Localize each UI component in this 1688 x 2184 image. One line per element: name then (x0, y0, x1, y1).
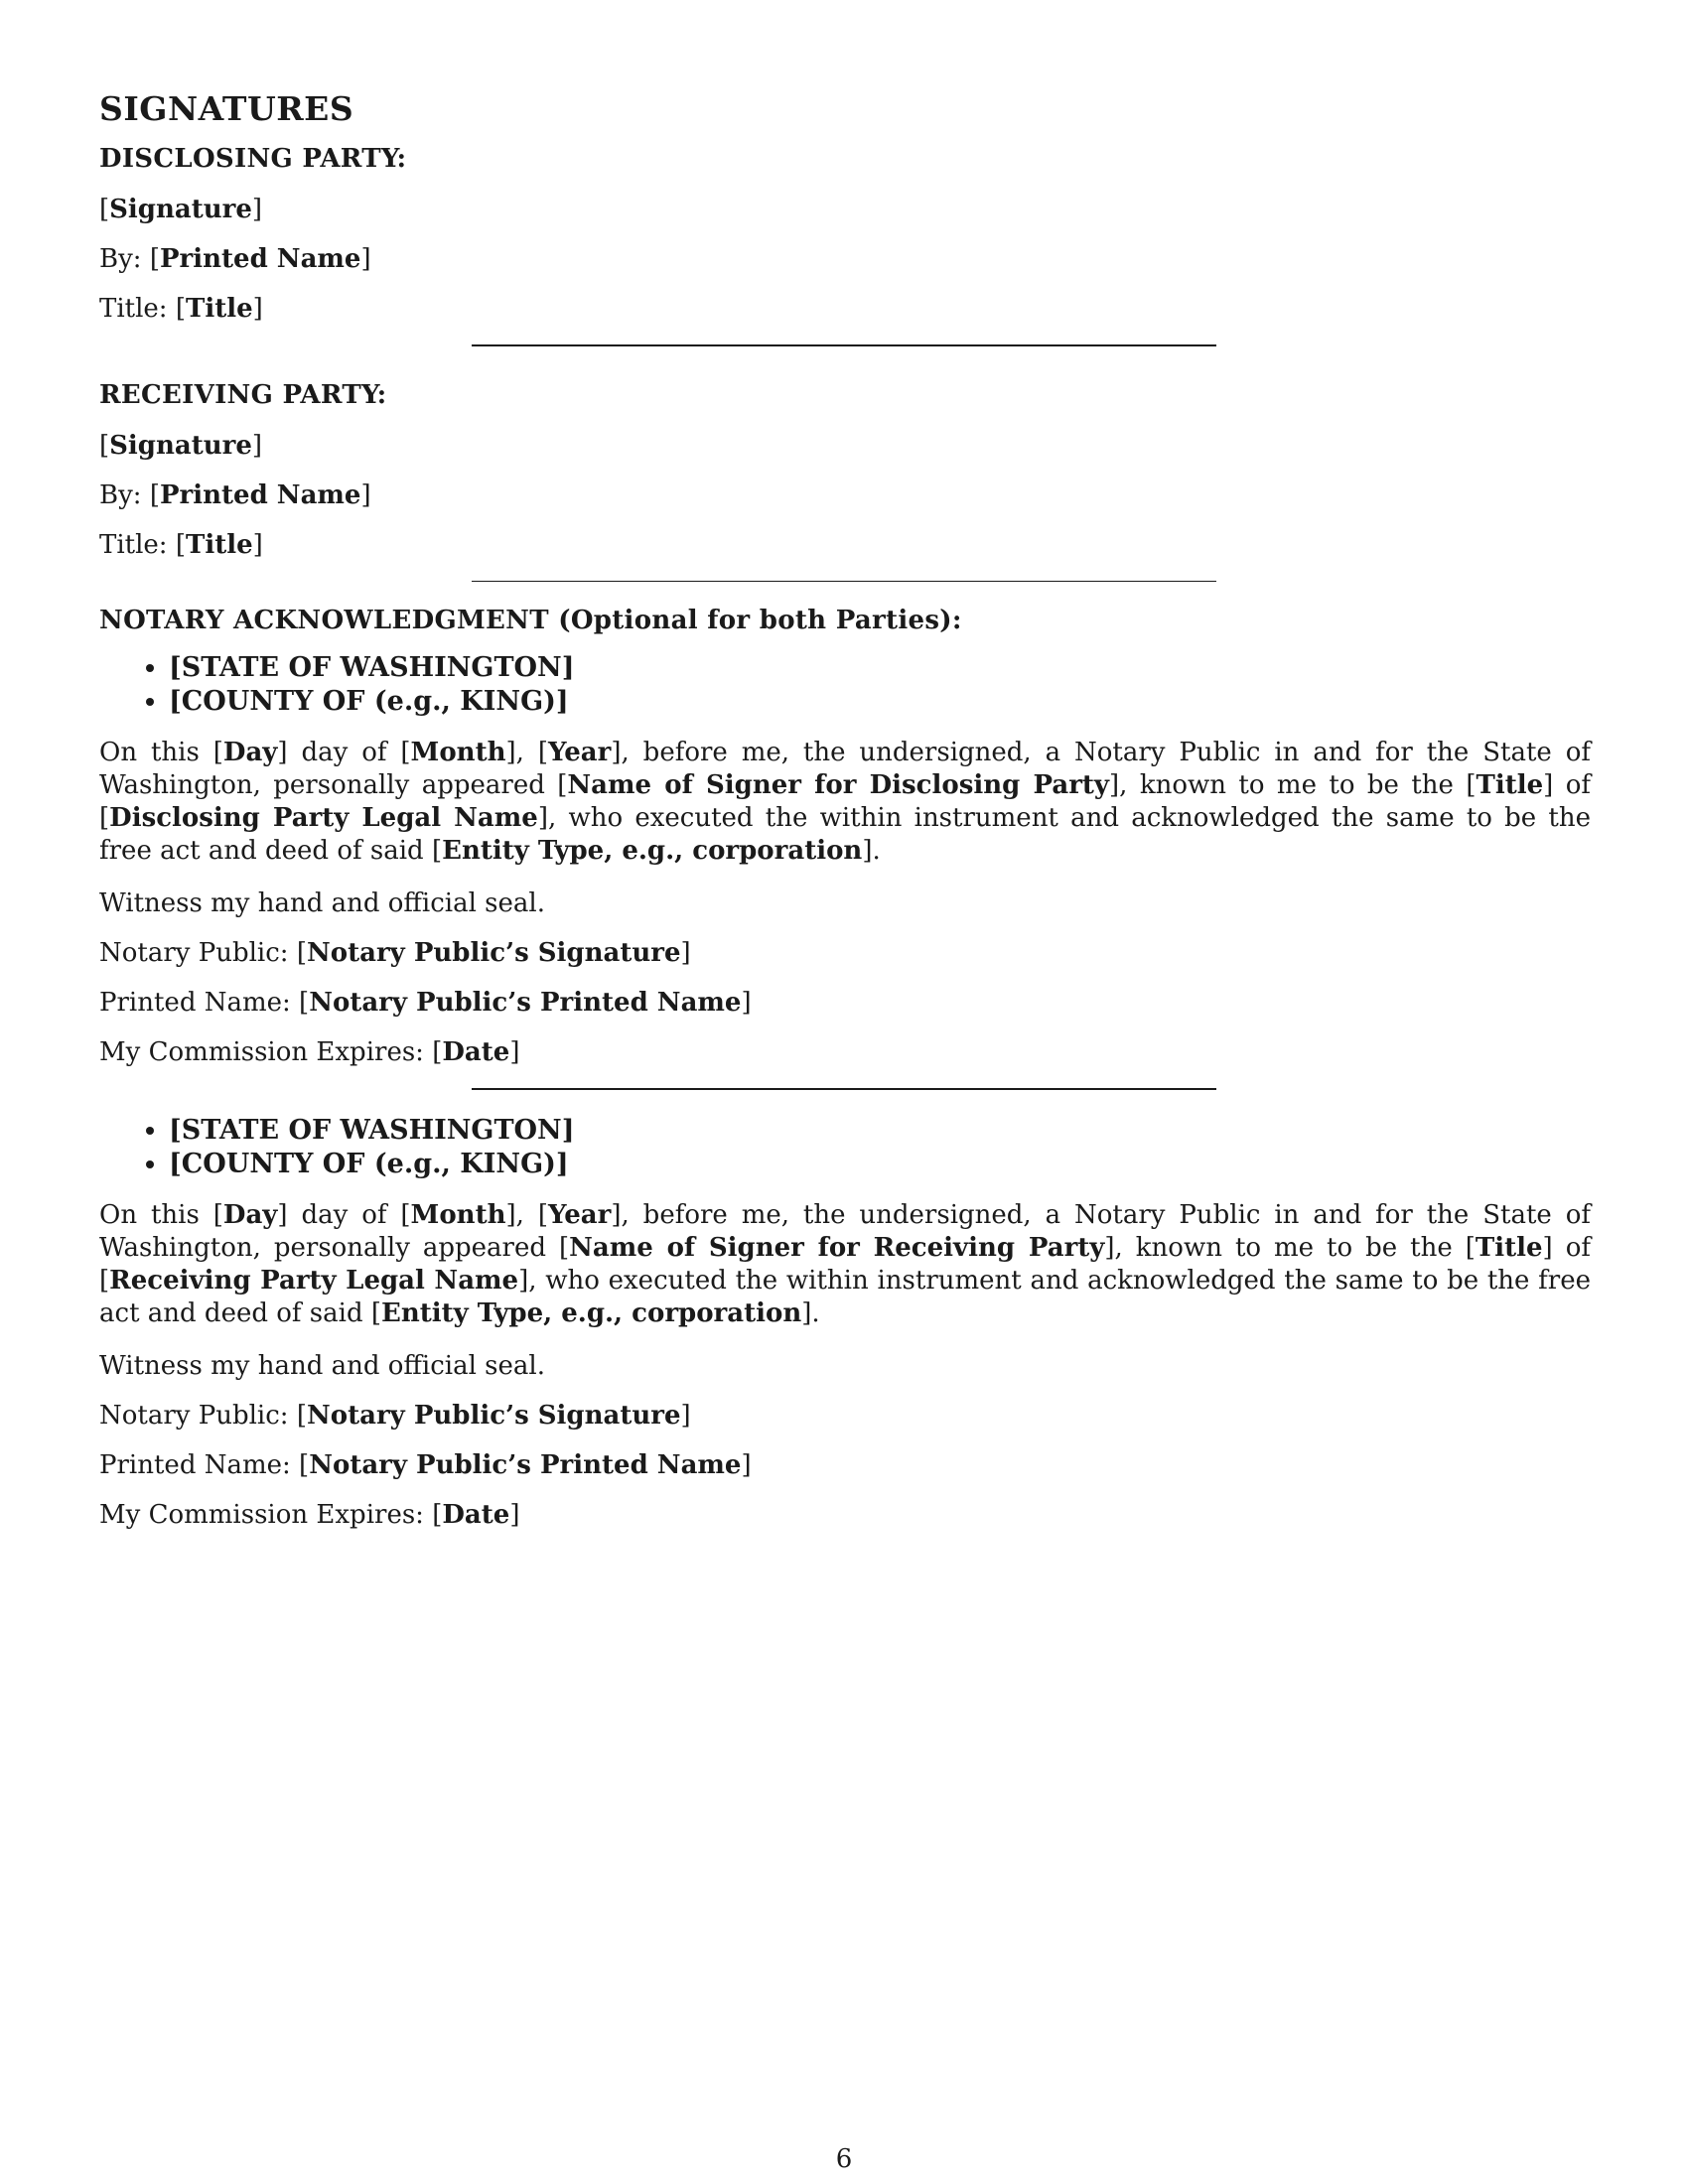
notary1-notary-public-line: Notary Public: [Notary Public’s Signature] (99, 938, 691, 968)
notary2-acknowledgment-paragraph: On this [Day] day of [Month], [Year], before me, the undersigned, a Notary Public in and for the State of Washington, personally appeared [Name of Signer for Receiving Party], known to me to be the [Title] of [Receiving Party Legal Name], who executed the within instrument and acknowledged the same to be the free act and deed of said [Entity Type, e.g., corporation]. (99, 1199, 1591, 1328)
notary2-notary-public-line: Notary Public: [Notary Public’s Signature] (99, 1400, 691, 1431)
disclosing-signature-placeholder: Signature (109, 195, 252, 224)
receiving-title-line: Title: [Title] (99, 529, 263, 560)
divider (472, 1088, 1216, 1090)
by-label: By: (99, 479, 142, 510)
receiving-party-heading: RECEIVING PARTY: (99, 379, 387, 410)
list-item: • [COUNTY OF (e.g., KING)] (169, 685, 1591, 719)
list-item: • [STATE OF WASHINGTON] (169, 1114, 1591, 1148)
title-label: Title: (99, 529, 168, 560)
notary1-acknowledgment-paragraph: On this [Day] day of [Month], [Year], before me, the undersigned, a Notary Public in and for the State of Washington, personally appeared [Name of Signer for Disclosing Party], known to me to be the [Title] of [Disclosing Party Legal Name], who executed the within instrument and acknowledged the same to be the free act and deed of said [Entity Type, e.g., corporation]. (99, 738, 1591, 866)
list-item: • [COUNTY OF (e.g., KING)] (169, 1148, 1591, 1181)
notary1-printed-name-line: Printed Name: [Notary Public’s Printed Name] (99, 988, 752, 1018)
receiving-by-line: By: [Printed Name] (99, 479, 371, 510)
divider (472, 344, 1216, 346)
receiving-title: Title (186, 529, 253, 560)
disclosing-signature-line: [Signature] (99, 195, 263, 224)
receiving-printed-name: Printed Name (159, 479, 361, 510)
notary-heading: NOTARY ACKNOWLEDGMENT (Optional for both Parties): (99, 606, 962, 635)
notary1-commission-line: My Commission Expires: [Date] (99, 1037, 520, 1067)
notary2-witness: Witness my hand and official seal. (99, 1350, 545, 1381)
list-item: • [STATE OF WASHINGTON] (169, 651, 1591, 685)
receiving-signature-placeholder: Signature (109, 430, 252, 461)
notary2-venue-list (99, 1114, 1591, 1181)
disclosing-title-line: Title: [Title] (99, 294, 263, 324)
notary1-witness: Witness my hand and official seal. (99, 888, 545, 918)
notary1-venue-list (99, 651, 1591, 719)
page-title: SIGNATURES (99, 89, 354, 128)
page-number: 6 (835, 2144, 853, 2174)
by-label: By: (99, 244, 142, 274)
divider (472, 581, 1216, 583)
disclosing-by-line: By: [Printed Name] (99, 244, 371, 274)
disclosing-printed-name: Printed Name (159, 244, 361, 274)
disclosing-party-heading: DISCLOSING PARTY: (99, 144, 407, 174)
document-page (99, 89, 1591, 1551)
title-label: Title: (99, 294, 168, 324)
notary2-printed-name-line: Printed Name: [Notary Public’s Printed Name] (99, 1449, 752, 1480)
notary2-commission-line: My Commission Expires: [Date] (99, 1499, 520, 1530)
disclosing-title: Title (186, 294, 253, 324)
receiving-signature-line: [Signature] (99, 430, 263, 461)
